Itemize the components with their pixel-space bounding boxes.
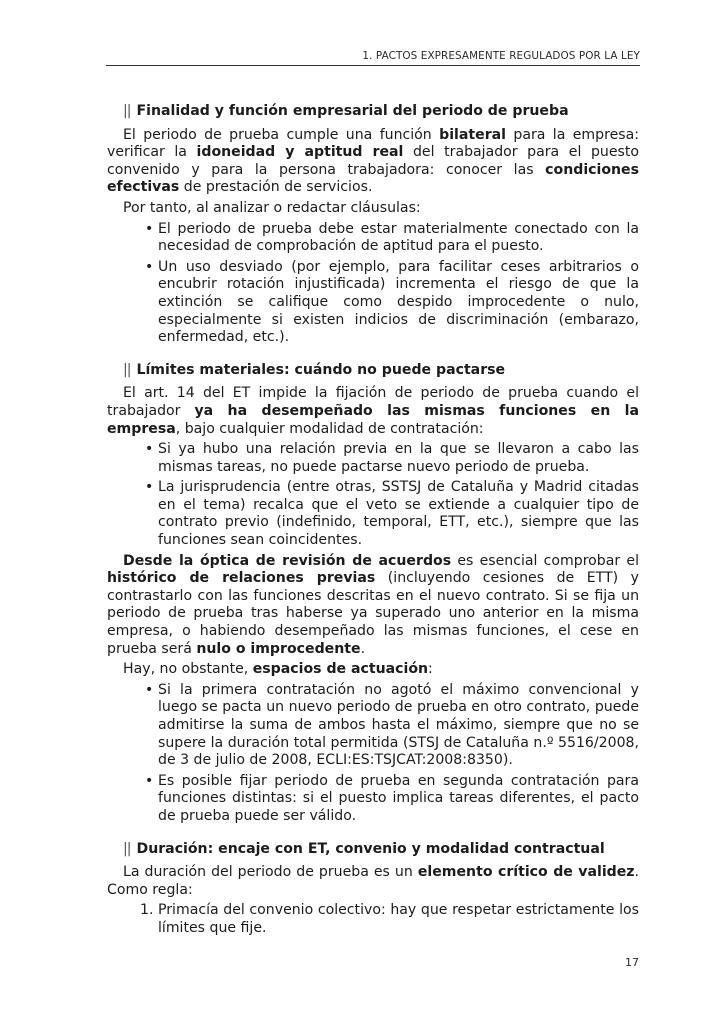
text-run: La duración del periodo de prueba es un <box>123 864 418 881</box>
section-heading-limites <box>123 362 639 380</box>
list-item: • Es posible fijar periodo de prueba en segunda contratación para funciones distintas: si el puesto implica tareas diferentes, el pacto de prueba puede ser válido. <box>107 773 639 826</box>
list-item: • Un uso desviado (por ejemplo, para facilitar ceses arbitrarios o encubrir rotación injustificada) incrementa el riesgo de que la extinción se califique como despido improcedente o nulo, especialmente si existen indicios de discriminación (embarazo, enfermedad, etc.). <box>107 259 639 347</box>
section-heading-text: Finalidad y función empresarial del periodo de prueba <box>136 103 569 119</box>
numbered-item <box>107 902 639 937</box>
paragraph <box>107 661 639 679</box>
text-run: para la empresa: verificar la <box>107 126 639 161</box>
bold-term: nulo o improcedente <box>196 640 361 657</box>
text-run: del trabajador para el puesto convenido y para la persona trabajadora: conocer las <box>107 144 640 178</box>
bullet-list <box>107 221 639 347</box>
text-run: , bajo cualquier modalidad de contratación: <box>175 420 484 437</box>
list-item: • El periodo de prueba debe estar materialmente conectado con la necesidad de comprobación de aptitud para el puesto. <box>107 221 639 256</box>
bold-term: espacios de actuación <box>252 661 429 678</box>
paragraph <box>107 553 639 659</box>
item-number: 1. <box>140 902 154 919</box>
section-heading-text: Duración: encaje con ET, convenio y modalidad contractual <box>136 840 605 857</box>
list-item: • Si ya hubo una relación previa en la que se llevaron a cabo las mismas tareas, no puede pactarse nuevo periodo de prueba. <box>107 441 639 476</box>
text-run: es esencial comprobar el <box>451 552 639 569</box>
bold-term: bilateral <box>439 126 506 143</box>
section-bar-marker: || <box>123 361 131 378</box>
paragraph <box>107 127 639 197</box>
header-rule <box>106 65 640 66</box>
bullet-list <box>107 682 639 826</box>
section-gap <box>107 829 639 841</box>
text-run: . Como regla: <box>107 864 639 898</box>
text-run: . <box>360 640 366 657</box>
section-heading-duracion <box>123 841 639 859</box>
text-run: (incluyendo cesiones de ETT) y contrastarlo con las funciones descritas en el nuevo contrato. Si se fija un periodo de prueba tras haberse ya superado uno anterior en la misma empresa, o habiendo desempeñado las mismas funciones, el cese en prueba será <box>107 570 640 657</box>
item-text: Primacía del convenio colectivo: hay que respetar estrictamente los límites que fije. <box>158 902 639 936</box>
bold-term: histórico de relaciones previas <box>107 570 376 587</box>
bold-term: idoneidad y aptitud real <box>196 144 404 161</box>
text-run: de prestación de servicios. <box>179 179 373 196</box>
paragraph <box>107 385 639 438</box>
running-header: 1. PACTOS EXPRESAMENTE REGULADOS POR LA LEY <box>362 50 640 62</box>
text-run: Hay, no obstante, <box>123 661 253 678</box>
page-number: 17 <box>625 956 639 969</box>
text-run: : <box>428 661 433 678</box>
bold-term: ya ha desempeñado las mismas funciones en la empresa <box>107 402 639 437</box>
list-item: • La jurisprudencia (entre otras, SSTSJ de Cataluña y Madrid citadas en el tema) recalca que el veto se extiende a cualquier tipo de contrato previo (indefinido, temporal, ETT, etc.), siempre que las funciones sean coincidentes. <box>107 479 639 549</box>
bullet-list <box>107 441 639 550</box>
section-heading-finalidad <box>123 103 639 121</box>
page-body <box>107 103 639 938</box>
text-run: El periodo de prueba cumple una función <box>123 126 440 143</box>
section-bar-marker: || <box>123 840 131 857</box>
numbered-list <box>107 902 639 937</box>
section-heading-text: Límites materiales: cuándo no puede pactarse <box>136 361 506 378</box>
bold-term: Desde la óptica de revisión de acuerdos <box>123 552 452 569</box>
section-gap <box>107 350 639 362</box>
bold-term: elemento crítico de validez <box>417 864 635 881</box>
paragraph <box>107 864 639 899</box>
section-bar-marker: || <box>123 103 131 119</box>
list-item: • Si la primera contratación no agotó el máximo convencional y luego se pacta un nuevo periodo de prueba en otro contrato, puede admitirse la suma de ambos hasta el máximo, siempre que no se supere la duración total permitida (STSJ de Cataluña n.º 5516/2008, de 3 de julio de 2008, ECLI:ES:TSJCAT:2008:8350). <box>107 682 639 770</box>
text-run: El art. 14 del ET impide la fijación de periodo de prueba cuando el trabajador <box>107 385 639 419</box>
bold-term: condiciones efectivas <box>107 161 639 196</box>
paragraph: Por tanto, al analizar o redactar cláusulas: <box>123 199 421 216</box>
